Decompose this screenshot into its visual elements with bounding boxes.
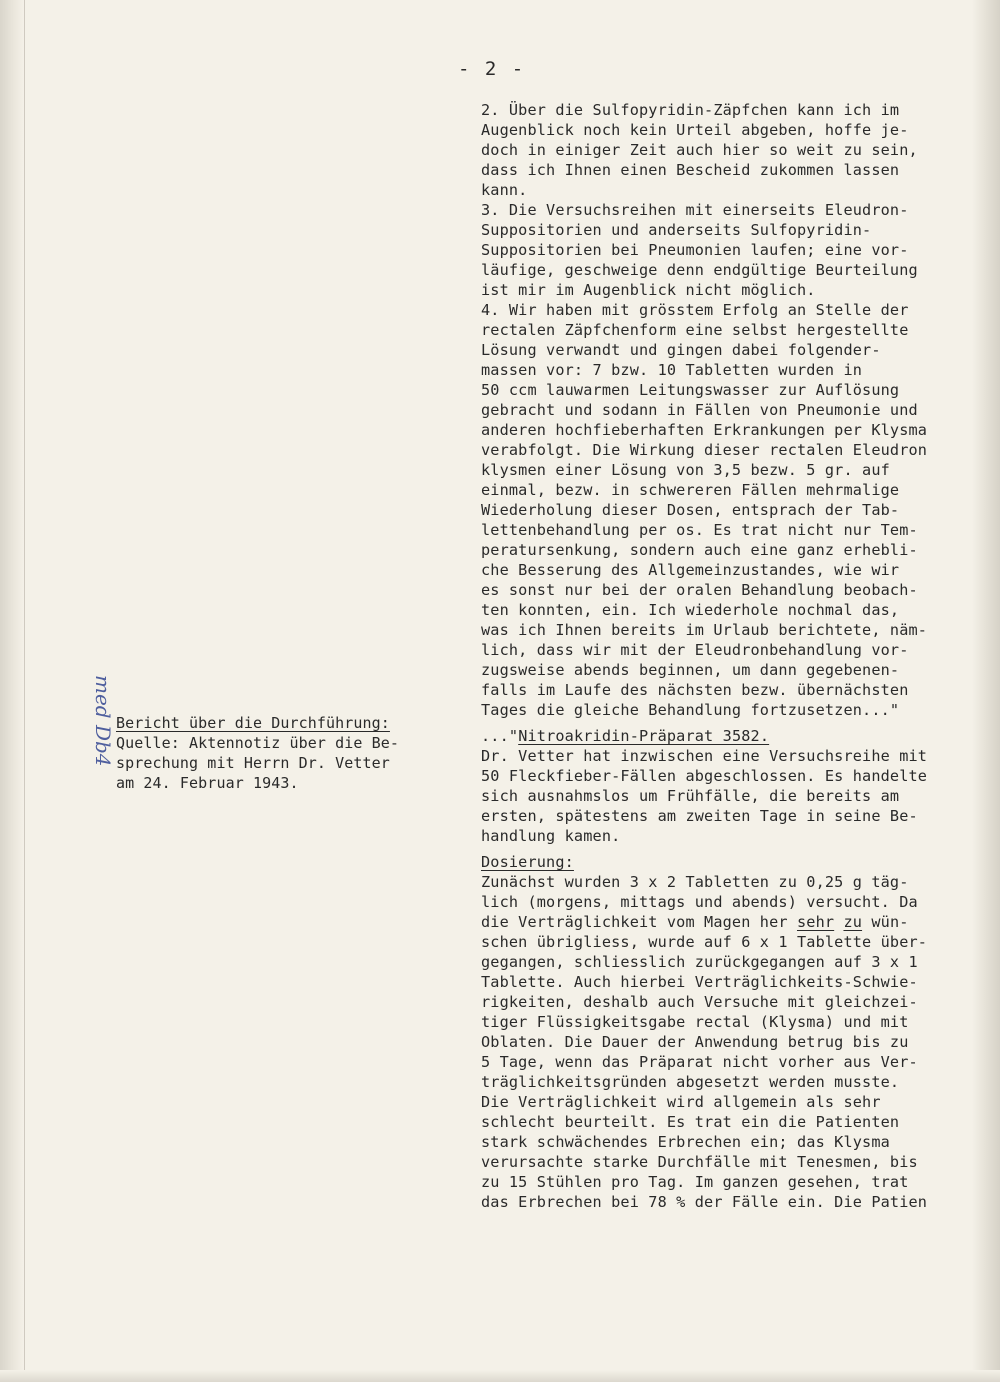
text-run: wün- (862, 913, 909, 931)
underlined-word: sehr (796, 913, 835, 931)
body-line: doch in einiger Zeit auch hier so weit zu sein, (481, 141, 918, 159)
sidenote-report (116, 713, 446, 793)
body-line: Suppositorien bei Pneumonien laufen; eine vor- (481, 241, 909, 259)
text-run: die Verträglichkeit vom Magen her (481, 913, 797, 931)
sidenote-line: Quelle: Aktennotiz über die Be- (116, 734, 400, 752)
body-line: kann. (481, 181, 528, 199)
body-line: gegangen, schliesslich zurückgegangen auf 3 x 1 (481, 953, 918, 971)
body-line: rigkeiten, deshalb auch Versuche mit gleichzei- (481, 993, 918, 1011)
body-line: was ich Ihnen bereits im Urlaub berichtete, näm- (481, 621, 928, 639)
body-line: falls im Laufe des nächsten bezw. übernächsten (481, 681, 909, 699)
handwritten-archive-mark: med Db4 (91, 675, 115, 767)
sidenote-heading: Bericht über die Durchführung: (116, 714, 390, 732)
body-line: ersten, spätestens am zweiten Tage in seine Be- (481, 807, 918, 825)
section-heading-title: Nitroakridin-Präparat 3582. (518, 727, 770, 745)
body-line: zu 15 Stühlen pro Tag. Im ganzen gesehen, trat (481, 1173, 909, 1191)
body-line: tiger Flüssigkeitsgabe rectal (Klysma) und mit (481, 1013, 909, 1031)
page-number: - 2 - (458, 58, 526, 80)
letter-body (481, 100, 971, 1212)
body-line: anderen hochfieberhaften Erkrankungen per Klysma (481, 421, 928, 439)
page-bottom-edge (0, 1370, 1000, 1382)
body-line: Lösung verwandt und gingen dabei folgender- (481, 341, 881, 359)
body-line: Die Verträglichkeit wird allgemein als sehr (481, 1093, 881, 1111)
body-line: Oblaten. Die Dauer der Anwendung betrug bis zu (481, 1033, 909, 1051)
body-line: ten konnten, ein. Ich wiederhole nochmal das, (481, 601, 900, 619)
underlined-word: zu (843, 913, 863, 931)
body-line: 3. Die Versuchsreihen mit einerseits Eleudron- (481, 201, 909, 219)
body-line: lettenbehandlung per os. Es trat nicht nur Tem- (481, 521, 918, 539)
body-line: ist mir im Augenblick nicht möglich. (481, 281, 816, 299)
body-line: rectalen Zäpfchenform eine selbst hergestellte (481, 321, 909, 339)
body-line: schen übrigliess, wurde auf 6 x 1 Tablette über- (481, 933, 928, 951)
sidenote-line: sprechung mit Herrn Dr. Vetter (116, 754, 390, 772)
body-line: 4. Wir haben mit grösstem Erfolg an Stelle der (481, 301, 909, 319)
body-line: Dr. Vetter hat inzwischen eine Versuchsreihe mit (481, 747, 928, 765)
body-line: verursachte starke Durchfälle mit Tenesmen, bis (481, 1153, 918, 1171)
body-line: 2. Über die Sulfopyridin-Zäpfchen kann ich im (481, 101, 900, 119)
body-line: Zunächst wurden 3 x 2 Tabletten zu 0,25 g täg- (481, 873, 909, 891)
body-line: es sonst nur bei der oralen Behandlung beobach- (481, 581, 918, 599)
body-line: massen vor: 7 bzw. 10 Tabletten wurden in (481, 361, 863, 379)
body-line: zugsweise abends beginnen, um dann gegebenen- (481, 661, 900, 679)
body-line: gebracht und sodann in Fällen von Pneumonie und (481, 401, 918, 419)
body-line: peratursenkung, sondern auch eine ganz erhebli- (481, 541, 918, 559)
body-line: handlung kamen. (481, 827, 621, 845)
body-line: lich (morgens, mittags und abends) versucht. Da (481, 893, 918, 911)
body-line: Wiederholung dieser Dosen, entsprach der Tab- (481, 501, 900, 519)
body-line: 5 Tage, wenn das Präparat nicht vorher aus Ver- (481, 1053, 918, 1071)
body-line: sich ausnahmslos um Frühfälle, die bereits am (481, 787, 900, 805)
sidenote-line: am 24. Februar 1943. (116, 774, 299, 792)
body-line-underlined (481, 912, 971, 932)
body-line: lich, dass wir mit der Eleudronbehandlung vor- (481, 641, 909, 659)
body-line: das Erbrechen bei 78 % der Fälle ein. Die Patien (481, 1193, 928, 1211)
section-heading-nitroakridin (481, 726, 971, 746)
body-line: Tages die gleiche Behandlung fortzusetzen..." (481, 701, 900, 719)
body-line: Tablette. Auch hierbei Verträglichkeits-Schwie- (481, 973, 918, 991)
body-line: läufige, geschweige denn endgültige Beurteilung (481, 261, 918, 279)
body-line: verabfolgt. Die Wirkung dieser rectalen Eleudron (481, 441, 928, 459)
page-right-edge (972, 0, 1000, 1382)
body-line: einmal, bezw. in schwereren Fällen mehrmalige (481, 481, 900, 499)
body-line: schlecht beurteilt. Es trat ein die Patienten (481, 1113, 900, 1131)
body-line: träglichkeitsgründen abgesetzt werden musste. (481, 1073, 900, 1091)
dosage-heading: Dosierung: (481, 853, 574, 871)
body-line: klysmen einer Lösung von 3,5 bezw. 5 gr. auf (481, 461, 890, 479)
body-line: Augenblick noch kein Urteil abgeben, hoffe je- (481, 121, 909, 139)
body-line: Suppositorien und anderseits Sulfopyridin- (481, 221, 872, 239)
body-line: 50 ccm lauwarmen Leitungswasser zur Auflösung (481, 381, 900, 399)
section-heading-prefix: ..." (481, 727, 519, 745)
body-line: dass ich Ihnen einen Bescheid zukommen lassen (481, 161, 900, 179)
body-line: che Besserung des Allgemeinzustandes, wie wir (481, 561, 900, 579)
body-line: 50 Fleckfieber-Fällen abgeschlossen. Es handelte (481, 767, 928, 785)
body-line: stark schwächendes Erbrechen ein; das Klysma (481, 1133, 890, 1151)
